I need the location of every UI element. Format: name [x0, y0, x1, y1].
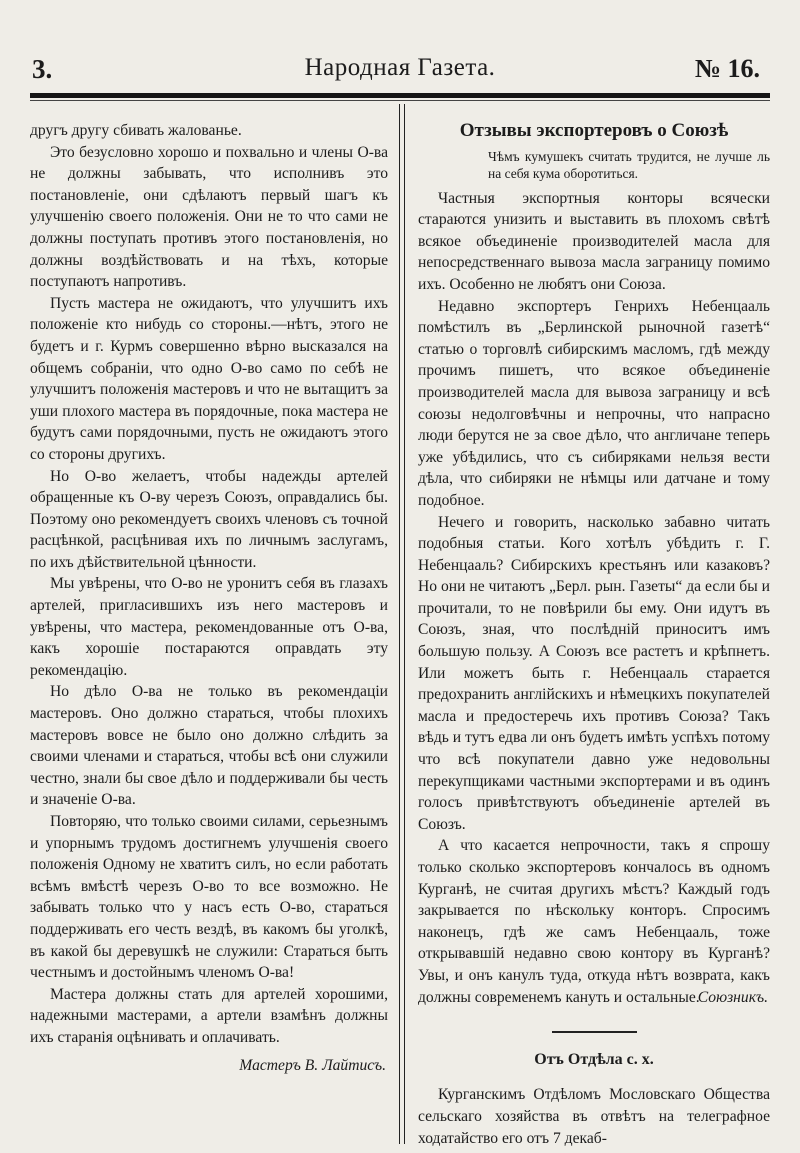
paragraph: Повторяю, что только своими силами, серьезнымъ и упорнымъ трудомъ достигнемъ улучшенія своего положенія Одному не хватитъ силъ, но если работать всѣмъ вмѣстѣ черезъ О-во то все возможно. Не забывать только что у насъ есть О-во, стараться поддерживать его честь вездѣ, въ какомъ бы уголкѣ, въ какой бы деревушкѣ не служили: Стараться быть честнымъ и достойнымъ членомъ О-ва!: [30, 813, 388, 982]
paragraph: Это безусловно хорошо и похвально и члены О-ва не должны забывать, что исполнивъ это постановленіе, они сдѣлаютъ первый шагъ къ улучшенію своего положенія. Они не то что сами не должны поступать противъ этого постановленія, но должны воздѣйствовать и на тѣхъ, которые поступаютъ напротивъ.: [30, 143, 388, 291]
paragraph: Пусть мастера не ожидаютъ, что улучшитъ ихъ положеніе кто нибудь со стороны.—нѣтъ, этого не будетъ и г. Курмъ совершенно вѣрно высказался на общемъ собраніи, что одно О-во само по себѣ не улучшитъ положенія мастеровъ и что не вытащитъ за уши плохого мастера въ порядочные, пока мастера не будутъ сами порядочными, пусть не ожидаютъ этого со стороны другихъ.: [30, 294, 388, 463]
newspaper-title: Народная Газета.: [304, 54, 496, 81]
paragraph: другъ другу сбивать жалованье.: [30, 122, 242, 139]
paragraph: Нечего и говорить, насколько забавно читать подобныя статьи. Кого хотѣлъ убѣдить г. Г. Небенцааль? Сибирскихъ крестьянъ или казаковъ? Но они не читаютъ „Берл. рын. Газеты“ да если бы и прочитали, то не повѣрили бы ему. Они идутъ въ Союзъ, зная, что послѣдній приноситъ имъ большую пользу. А Союзъ все растетъ и крѣпнетъ. Или можетъ быть г. Небенцааль старается предохранить англійскихъ и нѣмецкихъ покупателей масла и предостеречь ихъ противъ Союза? Такъ вѣдь и тутъ едва ли онъ будетъ имѣть успѣхъ потому что всѣ покупатели давно уже недовольны перекупщиками частными экспортерами и въ одинъ голосъ привѣтствуютъ объединеніе артелей въ Союзъ.: [418, 513, 770, 833]
paragraph: А что касается непрочности, такъ я спрошу только сколько экспортеровъ кончалось въ одномъ Курганѣ, не считая другихъ мѣстъ? Каждый годъ закрывается по нѣскольку конторъ. Спросимъ наконецъ, гдѣ же самъ Небенцааль, тоже открывавшій недавно свою контору въ Курганѣ? Увы, и онъ канулъ туда, откуда нѣтъ возврата, какъ должны современемъ кануть и остальные.: [418, 837, 770, 1006]
header-rule-thin: [30, 100, 770, 101]
author-signature: Мастеръ В. Лайтисъ.: [239, 1056, 386, 1074]
header-rule: [30, 93, 770, 98]
issue-number: № 16.: [694, 54, 760, 83]
paragraph: Мы увѣрены, что О-во не уронитъ себя въ глазахъ артелей, пригласившихъ изъ него мастеровъ и увѣрены, что мастера, рекомендованные отъ О-ва, какъ хорошіе постараются оправдать эту рекомендацію.: [30, 575, 388, 679]
section-heading: Отъ Отдѣла с. х.: [534, 1050, 654, 1068]
article-title: Отзывы экспортеровъ о Союзѣ: [459, 120, 729, 141]
author-signature: Союзникъ.: [697, 989, 768, 1007]
left-column: [30, 120, 388, 1076]
paragraph: Мастера должны стать для артелей хорошими, надежными мастерами, а артели взамѣнъ должны ихъ старанія оцѣнивать и оплачивать.: [30, 985, 388, 1046]
paragraph: Недавно экспортеръ Генрихъ Небенцааль помѣстилъ въ „Берлинской рыночной газетѣ“ статью о торговлѣ сибирскимъ масломъ, гдѣ между прочимъ пишетъ, что всякое объединеніе производителей масла для вывоза заграницу и всѣ союзы недолговѣчны и непрочны, что напрасно люди берутся не за свое дѣло, что англичане теперь уже убѣдились, что съ сибиряками нельзя вести дѣла, что сибиряки не нѣмцы или датчане и тому подобное.: [418, 297, 770, 509]
paragraph: Частныя экспортныя конторы всячески стараются унизить и выставить въ плохомъ свѣтѣ всякое объединеніе производителей масла для непосредственнаго вывоза масла заграницу помимо ихъ. Особенно не любятъ они Союза.: [418, 189, 770, 293]
page-header: [30, 52, 770, 88]
paragraph: Но дѣло О-ва не только въ рекомендаціи мастеровъ. Оно должно стараться, чтобы плохихъ мастеровъ вовсе не было оно должно слѣдить за своими членами и стараться, чтобы всѣ они служили честно, знали бы свое дѣло и поддерживали бы честь и значеніе О-ва.: [30, 683, 388, 809]
paragraph: Курганскимъ Отдѣломъ Мословскаго Общества сельскаго хозяйства въ отвѣтъ на телеграфное ходатайство его отъ 7 декаб-: [418, 1086, 770, 1147]
column-divider: [399, 104, 400, 1144]
section-divider: [552, 1031, 637, 1033]
page-number: 3.: [32, 54, 53, 84]
column-divider-inner: [404, 104, 405, 1144]
epigraph: Чѣмъ кумушекъ считать трудится, не лучше ль на себя кума оборотиться.: [488, 148, 770, 181]
right-column: [418, 120, 770, 1149]
paragraph: Но О-во желаетъ, чтобы надежды артелей обращенные къ О-ву черезъ Союзъ, оправдались бы. Поэтому оно рекомендуетъ своихъ членовъ съ точной расцѣнкой, расцѣнивая ихъ по личнымъ заслугамъ, по ихъ дѣйствительной цѣнности.: [30, 467, 388, 571]
